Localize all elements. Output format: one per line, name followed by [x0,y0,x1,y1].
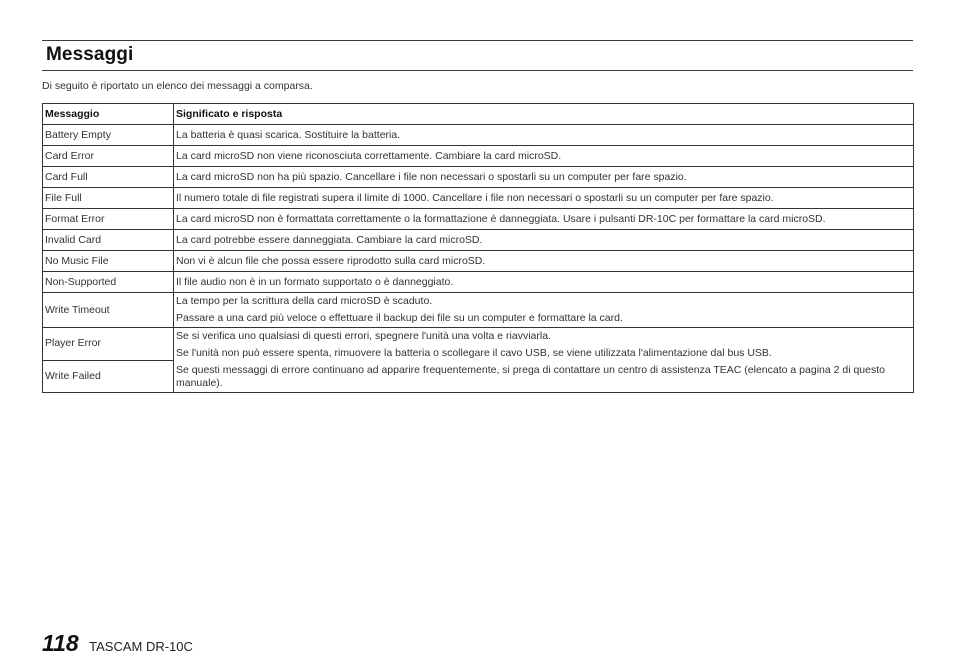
title-top-rule [42,40,913,41]
table-row [43,230,914,251]
header-message: Messaggio [43,104,174,125]
meaning-cell: La card potrebbe essere danneggiata. Cambiare la card microSD. [174,230,914,251]
meaning-cell: Il numero totale di file registrati supera il limite di 1000. Cancellare i file non necessari o spostarli su un computer per fare spazio. [174,188,914,209]
page-footer [42,630,193,657]
table-row [43,293,914,328]
table-row [43,125,914,146]
message-cell: Battery Empty [43,125,174,146]
meaning-cell: Il file audio non è in un formato supportato o è danneggiato. [174,272,914,293]
meaning-line: Se si verifica uno qualsiasi di questi errori, spegnere l'unità una volta e riavviarla. [176,330,551,342]
messages-table [42,103,914,393]
message-cell: File Full [43,188,174,209]
meaning-cell: La card microSD non ha più spazio. Cancellare i file non necessari o spostarli su un computer per fare spazio. [174,167,914,188]
table-row [43,146,914,167]
table-row [43,272,914,293]
product-name: TASCAM DR-10C [89,639,193,654]
message-cell: Player Error [43,328,174,361]
message-cell: Card Error [43,146,174,167]
title-bottom-rule [42,70,913,71]
meaning-cell: Non vi è alcun file che possa essere riprodotto sulla card microSD. [174,251,914,272]
table-row [43,209,914,230]
page-title: Messaggi [46,44,134,65]
intro-text: Di seguito è riportato un elenco dei messaggi a comparsa. [42,80,313,92]
meaning-cell: La card microSD non è formattata correttamente o la formattazione è danneggiata. Usare i pulsanti DR-10C per formattare la card microSD. [174,209,914,230]
meaning-cell: La batteria è quasi scarica. Sostituire la batteria. [174,125,914,146]
table-row [43,251,914,272]
message-cell: Card Full [43,167,174,188]
meaning-cell: La card microSD non viene riconosciuta correttamente. Cambiare la card microSD. [174,146,914,167]
merged-meaning-cell [174,328,914,393]
message-cell: Invalid Card [43,230,174,251]
message-cell: Non-Supported [43,272,174,293]
meaning-line: Se l'unità non può essere spenta, rimuovere la batteria o scollegare il cavo USB, se viene utilizzata l'alimentazione dal bus USB. [176,347,772,359]
table-row [43,188,914,209]
header-meaning: Significato e risposta [174,104,914,125]
message-cell: Write Timeout [43,293,174,328]
table-row [43,328,914,361]
message-cell: Write Failed [43,360,174,393]
meaning-line: Passare a una card più veloce o effettuare il backup dei file su un computer e formattare la card. [176,312,623,324]
meaning-line: Se questi messaggi di errore continuano ad apparire frequentemente, si prega di contattare un centro di assistenza TEAC (elencato a pagina 2 di questo manuale). [176,364,885,389]
page-number: 118 [42,630,79,656]
table-row [43,167,914,188]
message-cell: No Music File [43,251,174,272]
meaning-cell [174,293,914,328]
table-header-row [43,104,914,125]
message-cell: Format Error [43,209,174,230]
meaning-line: La tempo per la scrittura della card microSD è scaduto. [176,295,433,307]
